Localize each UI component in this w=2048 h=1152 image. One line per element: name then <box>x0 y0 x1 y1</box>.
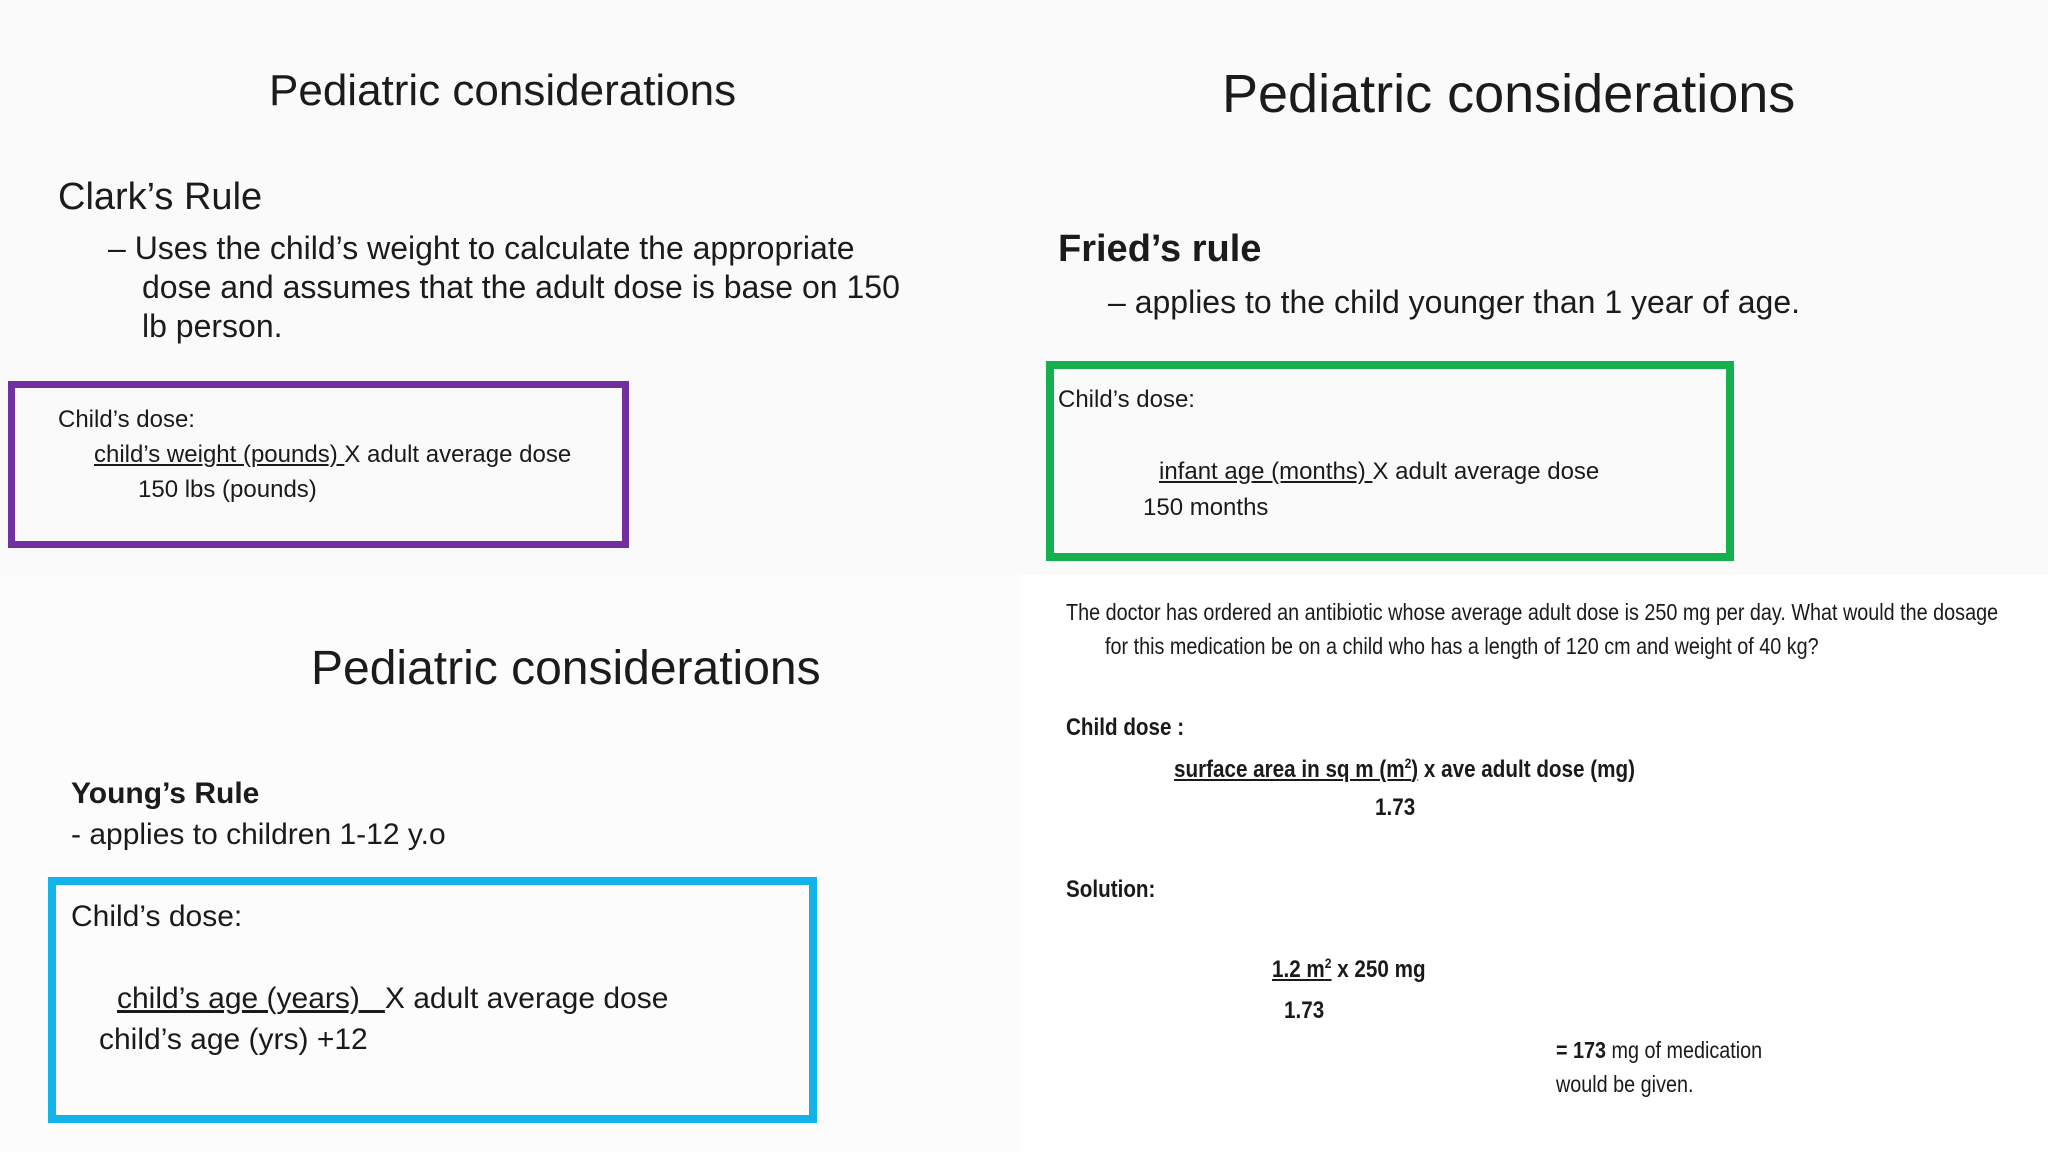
fried-description: – applies to the child younger than 1 year of age. <box>1108 284 1801 320</box>
bsa-formula-fraction <box>1174 755 1635 784</box>
fried-box-label: Child’s dose: <box>1058 386 1195 413</box>
clark-box-label: Child’s dose: <box>58 406 195 433</box>
young-rule-title: Young’s Rule <box>71 777 260 810</box>
bsa-formula-denominator: 1.73 <box>1375 794 1416 821</box>
bsa-solution-multiplier: x 250 mg <box>1331 956 1426 983</box>
bsa-formula-label: Child dose : <box>1066 714 1185 741</box>
fried-formula-denominator: 150 months <box>1143 494 1269 521</box>
fried-rule-title: Fried’s rule <box>1058 228 1262 270</box>
bsa-answer-line-1 <box>1556 1037 1762 1064</box>
young-formula-multiplier: X adult average dose <box>384 982 669 1015</box>
clark-description-line-3: lb person. <box>142 308 283 344</box>
bsa-solution-numerator: 1.2 $m^2$ <box>1272 955 1332 983</box>
clark-slide-title: Pediatric considerations <box>269 66 737 115</box>
fried-formula-numerator: infant age (months) <box>1159 458 1373 485</box>
bsa-answer-value: = 173 <box>1556 1037 1607 1063</box>
bsa-solution-denominator: 1.73 <box>1284 997 1325 1024</box>
fried-slide-title: Pediatric considerations <box>1222 64 1796 124</box>
bsa-formula-numerator: surface area in sq m $(m^2)$ <box>1174 755 1419 783</box>
young-formula-fraction <box>117 982 668 1016</box>
bsa-slide-panel <box>1020 575 2048 1152</box>
young-formula-denominator: child’s age (yrs) +12 <box>99 1023 368 1056</box>
bsa-answer-unit: mg of medication <box>1606 1037 1763 1063</box>
young-box-label: Child’s dose: <box>71 900 243 933</box>
bsa-answer-line-2: would be given. <box>1556 1071 1694 1097</box>
bsa-question-line-2: for this medication be on a child who has a length of 120 cm and weight of 40 kg? <box>1105 633 1819 659</box>
young-description: - applies to children 1-12 y.o <box>71 818 446 851</box>
clark-description-line-2: dose and assumes that the adult dose is base on 150 <box>142 269 900 305</box>
bsa-solution-label: Solution: <box>1066 876 1156 903</box>
young-slide-title: Pediatric considerations <box>311 642 821 695</box>
clark-formula-numerator: child’s weight (pounds) <box>94 441 345 468</box>
fried-formula-fraction <box>1159 458 1599 486</box>
clark-formula-denominator: 150 lbs (pounds) <box>138 476 317 503</box>
bsa-question-line-1: The doctor has ordered an antibiotic whose average adult dose is 250 mg per day. What would the dosage <box>1066 599 1999 625</box>
young-formula-numerator: child’s age (years) <box>117 982 385 1015</box>
bsa-solution-fraction <box>1272 955 1426 984</box>
clark-description-line-1: – Uses the child’s weight to calculate the appropriate <box>108 230 855 266</box>
clark-formula-fraction <box>94 441 571 469</box>
clark-formula-multiplier: X adult average dose <box>344 441 572 468</box>
fried-formula-multiplier: X adult average dose <box>1372 458 1600 485</box>
bsa-formula-multiplier: x ave adult dose (mg) <box>1418 756 1635 783</box>
clark-rule-title: Clark’s Rule <box>58 176 263 218</box>
